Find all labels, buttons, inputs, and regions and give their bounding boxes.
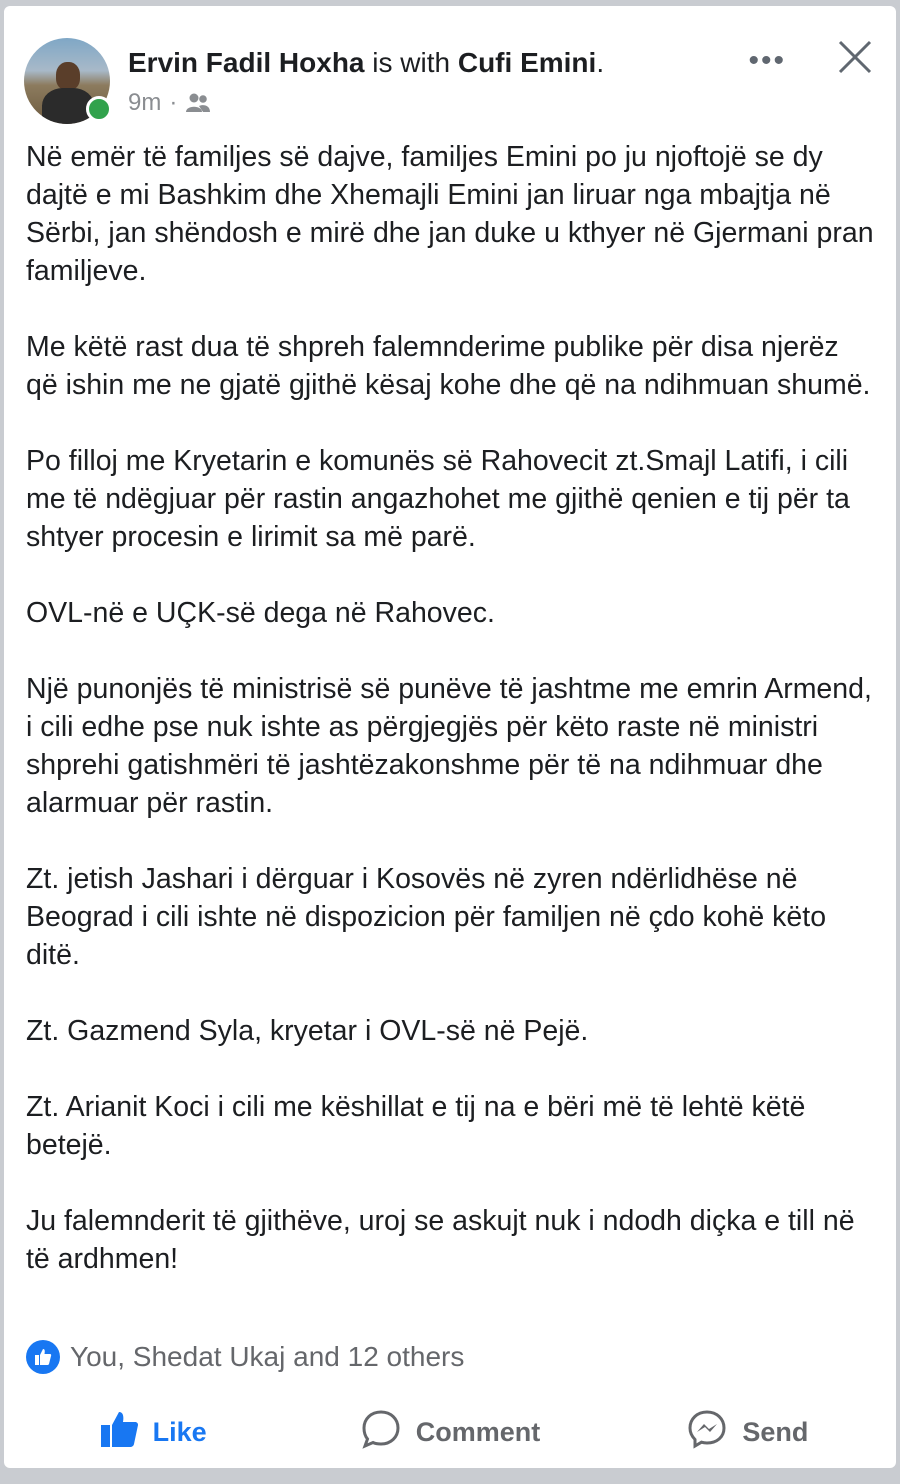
comment-bubble-icon: [360, 1408, 402, 1457]
post-paragraph: OVL-në e UÇK-së dega në Rahovec.: [26, 597, 495, 629]
friends-icon[interactable]: [185, 92, 211, 114]
tagged-suffix: .: [596, 47, 605, 78]
post-paragraph: Një punonjës të ministrisë së punëve të jashtme me emrin Armend, i cili edhe pse nuk ishte as përgjegjës për këto raste në ministri shprehi gatishmëri të jashtëzakonshme për të na ndihmuar dhe alarmuar për rastin.: [26, 673, 872, 819]
post-header: [24, 32, 876, 122]
author-line: [128, 46, 604, 80]
post-card: [4, 6, 896, 1468]
messenger-icon: [686, 1408, 728, 1457]
with-connector: is with: [372, 47, 451, 78]
post-paragraph: Po filloj me Kryetarin e komunës së Rahovecit zt.Smajl Latifi, i cili me të ndëgjuar për rastin angazhohet me gjithë qenien e tij për ta shtyer procesin e lirimit sa më parë.: [26, 445, 850, 553]
like-label: Like: [152, 1416, 207, 1447]
post-actions-bar: [4, 1402, 896, 1462]
post-meta: [128, 88, 211, 118]
post-body: [26, 138, 876, 1278]
post-paragraph: Zt. Gazmend Syla, kryetar i OVL-së në Pejë.: [26, 1015, 589, 1047]
meta-separator: ·: [169, 89, 178, 116]
post-paragraph: Ju falemnderit të gjithëve, uroj se askujt nuk i ndodh diçka e till në të ardhmen!: [26, 1205, 855, 1275]
reactions-summary[interactable]: [26, 1340, 464, 1374]
comment-label: Comment: [415, 1416, 541, 1447]
send-label: Send: [742, 1416, 809, 1447]
like-button[interactable]: [4, 1409, 301, 1456]
post-paragraph: Me këtë rast dua të shpreh falemnderime publike për disa njerëz që ishin me ne gjatë gjithë kësaj kohe dhe që na ndihmuan shumë.: [26, 331, 871, 401]
post-paragraph: Zt. Arianit Koci i cili me këshillat e tij na e bëri më të lehtë këtë betejë.: [26, 1091, 806, 1161]
avatar[interactable]: [24, 38, 110, 124]
post-time[interactable]: 9m: [128, 89, 162, 116]
send-button[interactable]: [599, 1408, 896, 1457]
thumbs-up-icon: [99, 1409, 139, 1456]
close-icon[interactable]: [834, 36, 876, 78]
post-paragraph: Zt. jetish Jashari i dërguar i Kosovës në zyren ndërlidhëse në Beograd i cili ishte në dispozicion për familjen në çdo kohë këto ditë.: [26, 863, 827, 971]
comment-button[interactable]: [301, 1408, 598, 1457]
author-name[interactable]: Ervin Fadil Hoxha: [128, 47, 365, 78]
post-paragraph: Në emër të familjes së dajve, familjes Emini po ju njoftojë se dy dajtë e mi Bashkim dhe Xhemajli Emini jan liruar nga mbajtja në Sërbi, jan shëndosh e mirë dhe jan duke u kthyer në Gjermani pran familjeve.: [26, 141, 874, 287]
online-status-indicator: [86, 96, 112, 122]
reactions-text: You, Shedat Ukaj and 12 others: [70, 1341, 465, 1372]
more-options-button[interactable]: •••: [748, 44, 786, 77]
like-reaction-icon: [26, 1340, 60, 1374]
tagged-person[interactable]: Cufi Emini: [457, 47, 597, 78]
